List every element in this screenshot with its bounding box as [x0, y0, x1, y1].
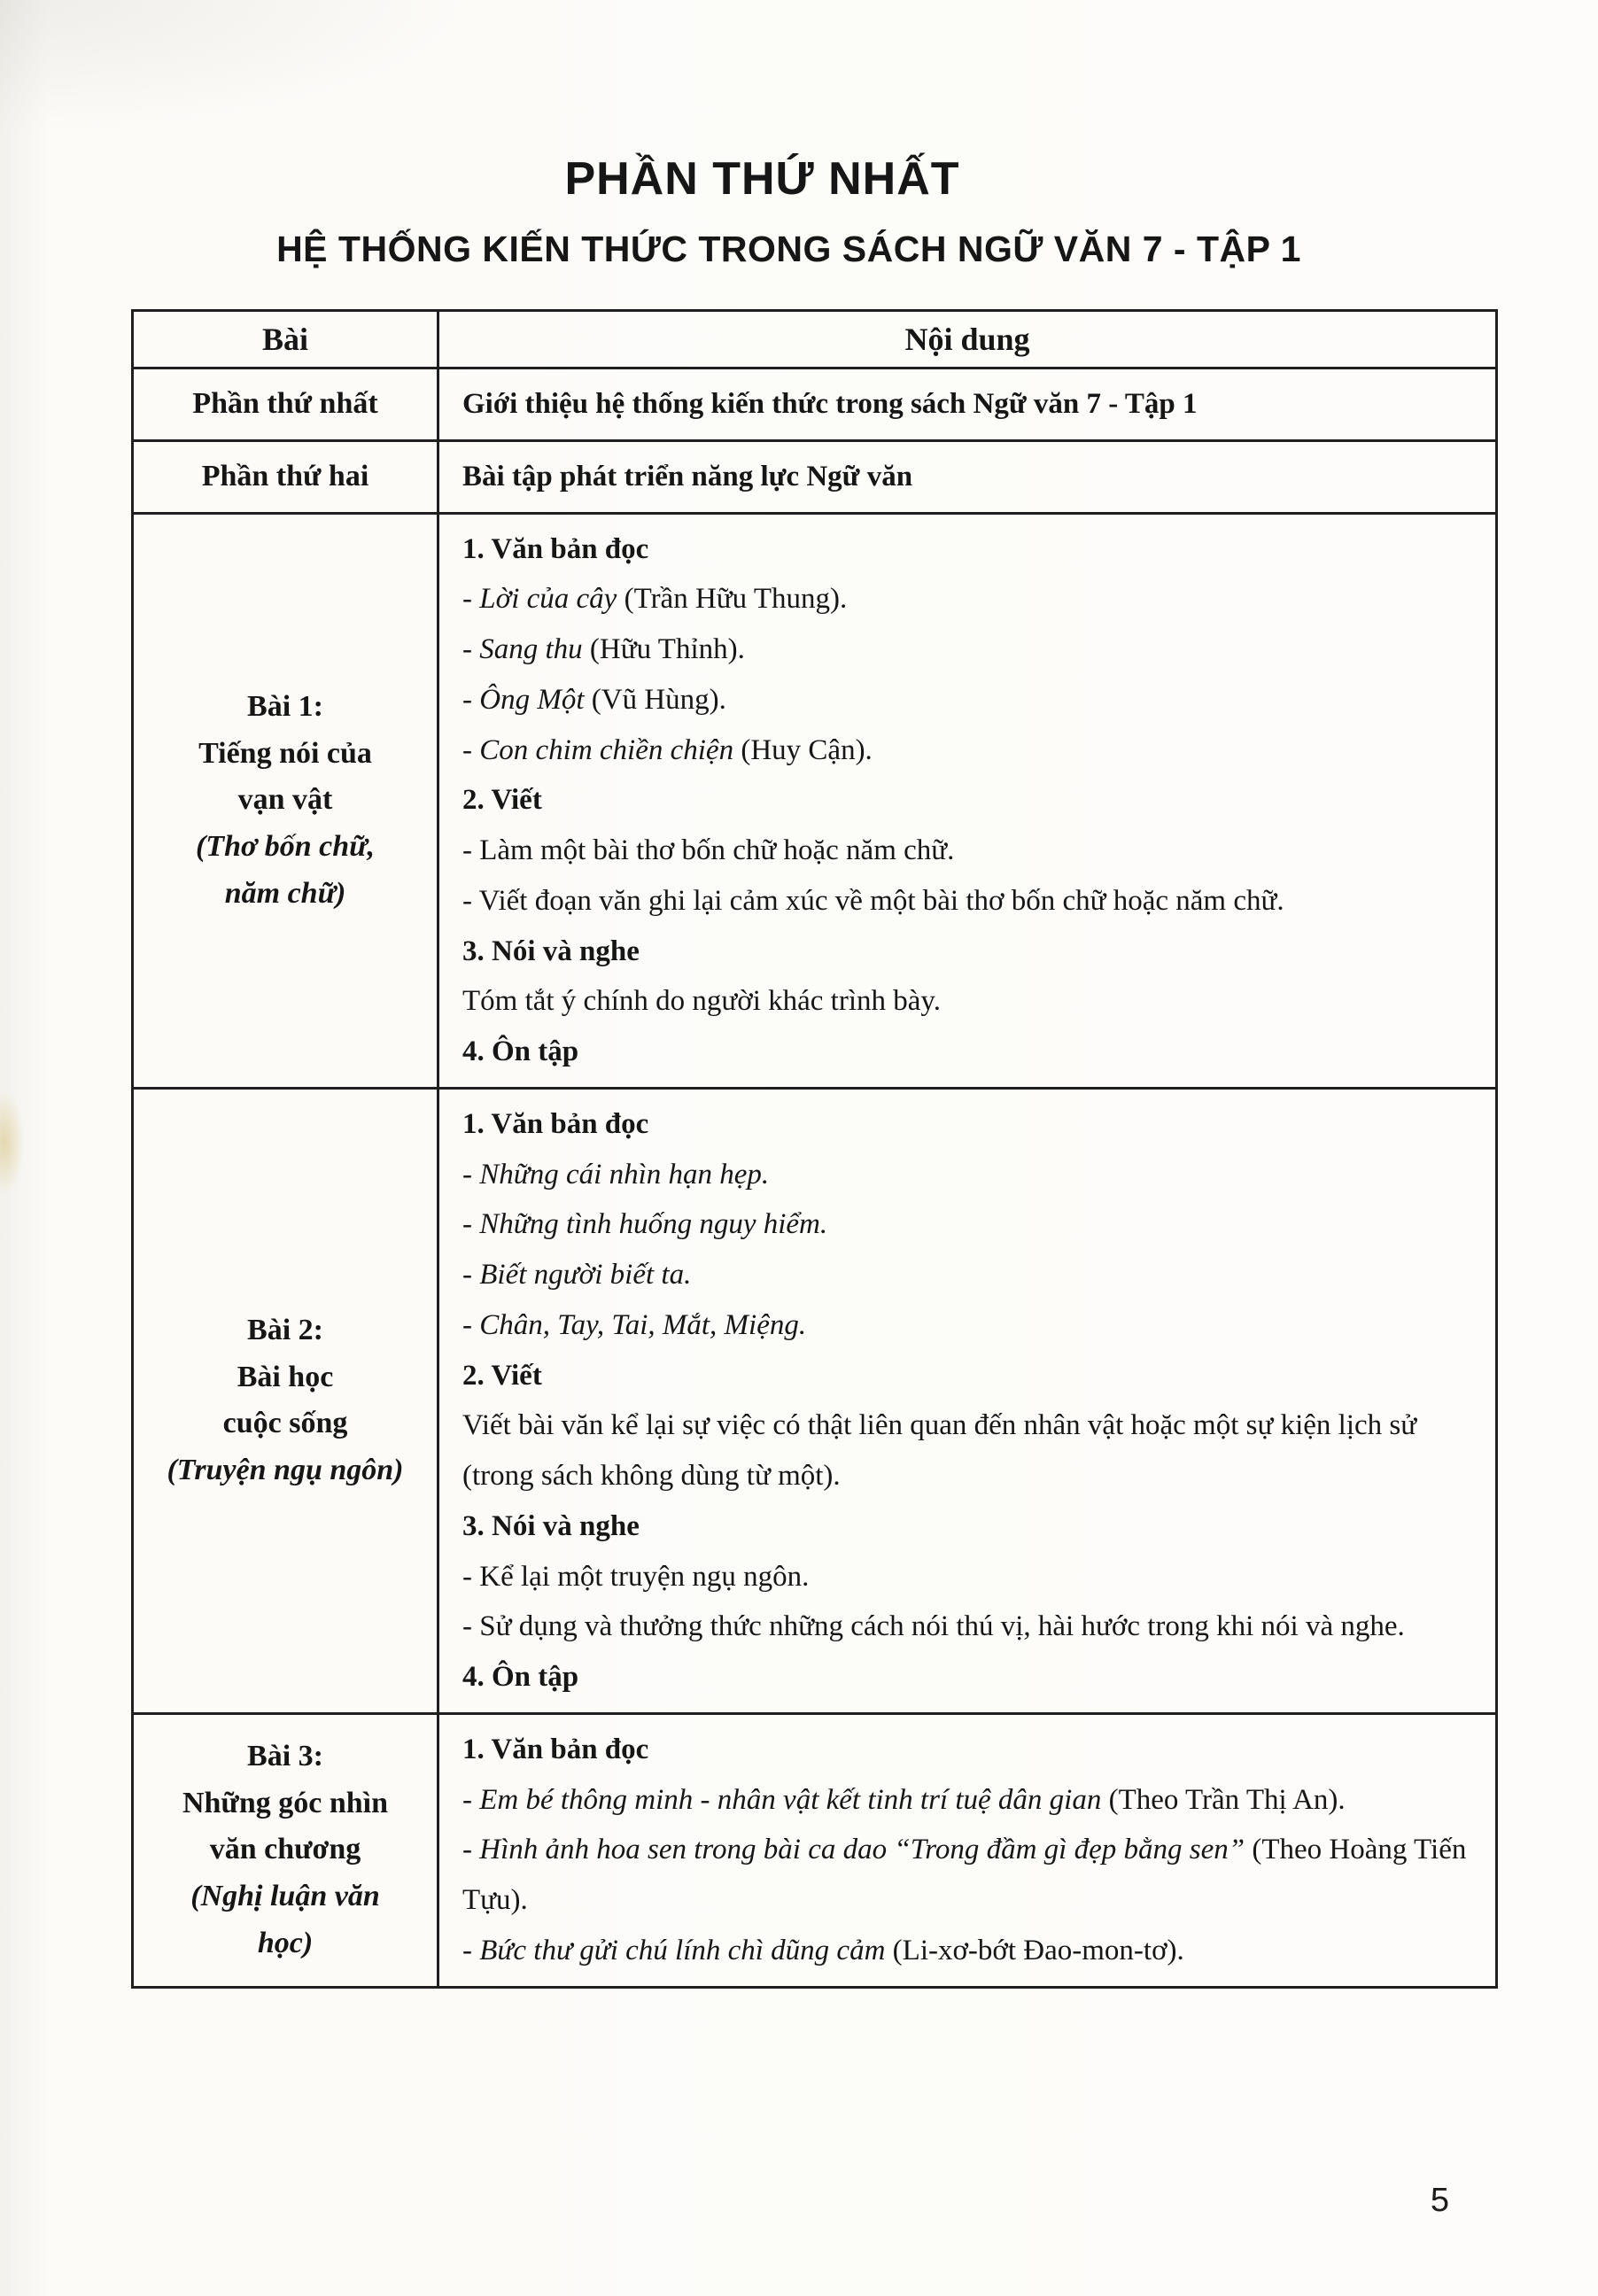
text-segment: 2. Viết: [462, 784, 542, 817]
content-line: [462, 826, 1481, 876]
lesson-label-line: vạn vật: [237, 783, 333, 817]
content-line: [462, 1250, 1481, 1300]
text-segment: Hình ảnh hoa sen trong bài ca dao “Trong đầm gì đẹp bằng sen”: [479, 1834, 1245, 1866]
lesson-content-cell: [438, 513, 1497, 1088]
content-table: [131, 309, 1498, 1989]
lesson-label-line: cuộc sống: [222, 1407, 348, 1440]
text-segment: Hoàng Tiến Tựu).: [462, 1834, 1467, 1916]
lesson-content-cell: [438, 1713, 1497, 1987]
content-line: [462, 1602, 1481, 1652]
text-segment: Lời của cây: [479, 583, 617, 616]
text-segment: 3. Nói và nghe: [462, 1509, 640, 1542]
text-segment: Bài tập phát triển năng lực Ngữ văn: [462, 460, 913, 493]
table-header-bai: Bài: [133, 311, 438, 368]
table-row: [133, 368, 1497, 441]
content-line: [462, 1099, 1481, 1150]
content-line: [462, 1501, 1481, 1552]
text-segment: -: [462, 1259, 480, 1291]
text-segment: Ông Một: [479, 683, 585, 716]
text-segment: 3. Nói và nghe: [462, 935, 640, 967]
table-header-noi-dung: Nội dung: [438, 311, 1497, 368]
content-line: [462, 1400, 1481, 1501]
lesson-label-line: Phần thứ nhất: [192, 387, 378, 421]
lesson-label-line: Bài học: [237, 1360, 334, 1393]
lesson-label-line: Những góc nhìn: [182, 1786, 389, 1819]
text-segment: Chân, Tay, Tai, Mắt, Miệng.: [479, 1308, 807, 1341]
lesson-label-line: (Truyện ngụ ngôn): [167, 1453, 404, 1486]
lesson-label-line: Phần thứ hai: [201, 459, 369, 493]
text-segment: Con chim chiền chiện: [479, 733, 734, 766]
page-title: PHẦN THỨ NHẤT: [564, 153, 960, 205]
lesson-content-cell: [438, 440, 1497, 513]
content-line: [462, 876, 1481, 927]
text-segment: Những tình huống nguy hiểm.: [479, 1208, 828, 1241]
text-segment: (Li-xơ-bớt Đao-mon-tơ).: [885, 1934, 1184, 1966]
text-segment: Những cái nhìn hạn hẹp.: [479, 1158, 770, 1191]
text-segment: Viết bài văn kể lại sự việc có thật liên quan đến nhân vật hoặc một sự kiện lịch sử (trong sách không dùng từ một).: [462, 1409, 1417, 1492]
text-segment: -: [462, 1208, 480, 1241]
table-row: [133, 1713, 1497, 1987]
lesson-label-line: Tiếng nói của: [198, 736, 372, 770]
content-line: [462, 675, 1481, 725]
table-body: [133, 368, 1497, 1988]
table-header-row: [133, 311, 1497, 368]
content-line: [462, 725, 1481, 776]
lesson-label-line: năm chữ): [224, 876, 346, 910]
content-line: [462, 524, 1481, 575]
text-segment: Bức thư gửi chú lính chì dũng cảm: [479, 1934, 886, 1966]
text-segment: 4. Ôn tập: [462, 1036, 579, 1067]
text-segment: Giới thiệu hệ thống kiến thức trong sách Ngữ văn 7 - Tập 1: [462, 388, 1198, 420]
content-line: [462, 1027, 1481, 1077]
text-segment: -: [462, 633, 480, 665]
content-line: [462, 624, 1481, 675]
text-segment: -: [462, 733, 480, 766]
content-line: [462, 1199, 1481, 1250]
text-segment: 2. Viết: [462, 1359, 542, 1392]
lesson-label-cell: [133, 1713, 438, 1987]
content-line: [462, 1150, 1481, 1200]
text-segment: -: [462, 1158, 480, 1191]
table-row: [133, 440, 1497, 513]
lesson-label-line: Bài 3:: [247, 1739, 323, 1772]
content-line: [462, 1725, 1481, 1775]
text-segment: (Theo Trần Thị An).: [1101, 1783, 1346, 1816]
text-segment: - Sử dụng và thưởng thức những cách nói thú vị, hài hước trong khi nói và nghe.: [462, 1610, 1405, 1643]
text-segment: (Vũ Hùng).: [584, 683, 726, 716]
text-segment: Tóm tắt ý chính do người khác trình bày.: [462, 985, 942, 1018]
text-segment: -: [462, 583, 480, 616]
text-segment: 1. Văn bản đọc: [462, 1733, 649, 1765]
text-segment: Biết người biết ta.: [479, 1259, 692, 1291]
content-line: [462, 976, 1481, 1027]
lesson-label-line: Bài 2:: [247, 1313, 323, 1346]
content-line: [462, 1775, 1481, 1826]
content-line: [462, 1351, 1481, 1401]
text-segment: - Kể lại một truyện ngụ ngôn.: [462, 1560, 810, 1593]
lesson-label-cell: [133, 513, 438, 1088]
text-segment: (Huy Cận).: [733, 733, 873, 766]
lesson-label-line: (Nghị luận văn: [190, 1879, 380, 1912]
text-segment: -: [462, 1308, 480, 1341]
content-line: [462, 1552, 1481, 1602]
content-line: [462, 1825, 1481, 1926]
text-segment: -: [462, 1934, 480, 1966]
lesson-content-cell: [438, 1088, 1497, 1713]
text-segment: 1. Văn bản đọc: [462, 1107, 649, 1140]
text-segment: 4. Ôn tập: [462, 1661, 579, 1693]
lesson-content-cell: [438, 368, 1497, 441]
text-segment: (Trần Hữu Thung).: [617, 583, 848, 616]
lesson-label-cell: [133, 368, 438, 441]
text-segment: (Hữu Thỉnh).: [582, 633, 745, 665]
page-subtitle: HỆ THỐNG KIẾN THỨC TRONG SÁCH NGỮ VĂN 7 - TẬP 1: [276, 229, 1301, 269]
page-number: 5: [1430, 2182, 1449, 2219]
text-segment: Sang thu: [479, 633, 583, 665]
page-content: [131, 0, 1500, 1989]
lesson-label-cell: [133, 440, 438, 513]
text-segment: - Viết đoạn văn ghi lại cảm xúc về một bài thơ bốn chữ hoặc năm chữ.: [462, 884, 1284, 917]
text-segment: - Làm một bài thơ bốn chữ hoặc năm chữ.: [462, 834, 955, 866]
text-segment: -: [462, 1834, 480, 1866]
content-line: [462, 927, 1481, 977]
lesson-label-line: học): [257, 1926, 314, 1959]
text-segment: (Theo: [1245, 1834, 1330, 1866]
text-segment: Em bé thông minh - nhân vật kết tinh trí tuệ dân gian: [479, 1783, 1102, 1816]
content-line: [462, 452, 1481, 502]
content-line: [462, 1300, 1481, 1351]
lesson-label-cell: [133, 1088, 438, 1713]
text-segment: -: [462, 683, 480, 716]
content-line: [462, 1926, 1481, 1976]
content-line: [462, 1652, 1481, 1703]
text-segment: 1. Văn bản đọc: [462, 532, 649, 565]
scan-smudge-artifact: [0, 1090, 25, 1196]
table-row: [133, 513, 1497, 1088]
text-segment: -: [462, 1783, 480, 1816]
table-row: [133, 1088, 1497, 1713]
content-line: [462, 574, 1481, 624]
content-line: [462, 775, 1481, 826]
lesson-label-line: (Thơ bốn chữ,: [195, 829, 376, 863]
lesson-label-line: Bài 1:: [247, 689, 323, 723]
lesson-label-line: văn chương: [209, 1833, 361, 1866]
content-line: [462, 379, 1481, 430]
